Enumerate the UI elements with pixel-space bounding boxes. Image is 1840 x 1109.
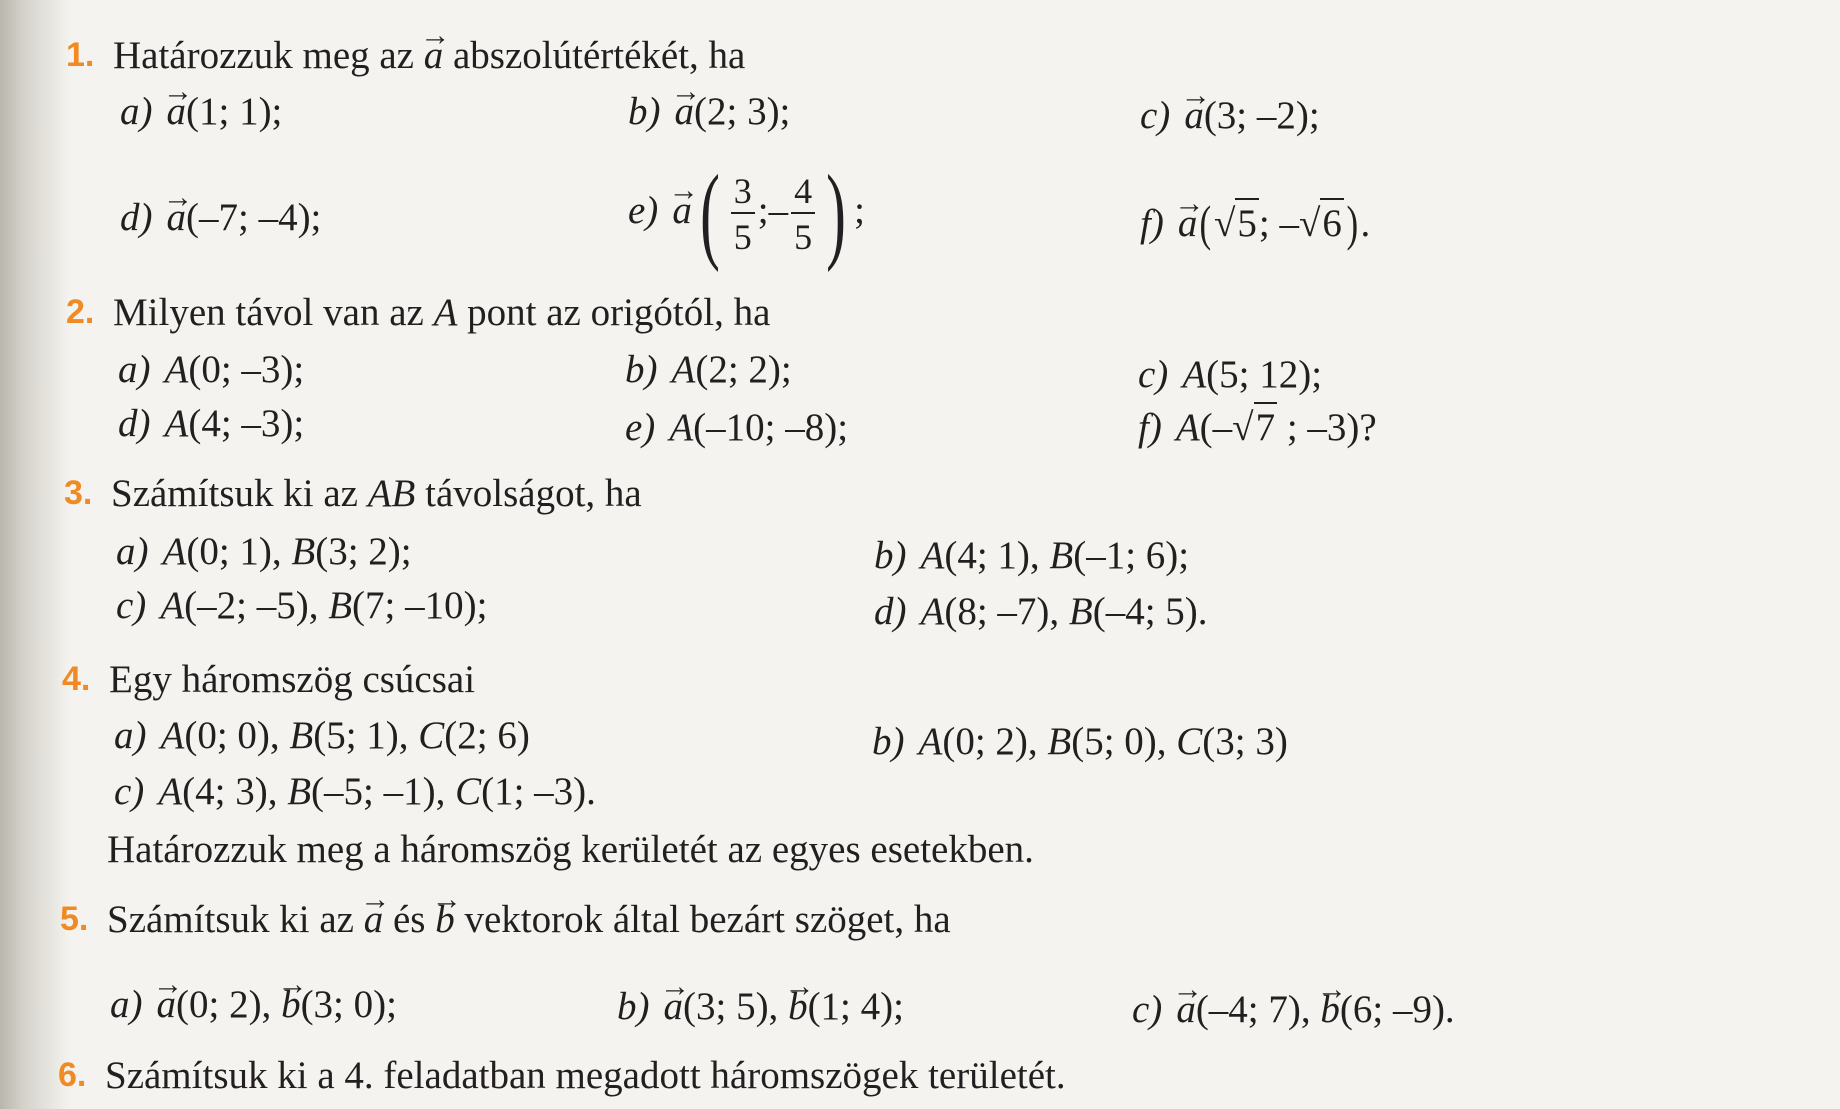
item-coords: (8; –7), (944, 590, 1069, 633)
item-coords: (4; 3), (182, 770, 288, 813)
vector-b: → b (281, 985, 301, 1024)
segment-variable: AB (367, 472, 416, 515)
problem-2-stem-text: Milyen távol van az (113, 291, 434, 334)
vector-a: → a (167, 92, 187, 131)
item-coords: (4; –3); (188, 402, 305, 445)
vector-b: → b (1320, 990, 1340, 1029)
problem-1-stem (113, 36, 745, 75)
point-name: C (418, 714, 445, 757)
fraction-numerator: 3 (731, 173, 755, 214)
radicand: 7 (1254, 402, 1278, 449)
sqrt-5: √5 (1214, 204, 1259, 243)
point-name: B (328, 584, 353, 627)
problem-1-item-e (628, 154, 865, 273)
point-name: B (287, 770, 312, 813)
point-name: B (1049, 534, 1074, 577)
vector-a: → a (675, 92, 695, 131)
item-coords: (2; 2); (695, 348, 792, 391)
item-label: a) (118, 348, 151, 391)
point-name: A (918, 720, 943, 763)
problem-2-item-b (625, 350, 792, 389)
item-coords: (3; 0); (300, 983, 397, 1026)
item-label: b) (625, 348, 658, 391)
vector-a: → a (1178, 204, 1198, 243)
problem-5-item-a (110, 985, 397, 1024)
problem-5-stem (107, 900, 951, 939)
problem-2-item-c (1138, 355, 1322, 394)
item-label: b) (628, 90, 661, 133)
item-coords: (7; –10); (352, 584, 488, 627)
point-name: A (920, 534, 945, 577)
point-name: A (162, 530, 187, 573)
item-coords: (3; –2); (1203, 94, 1320, 137)
problem-3-stem-text: Számítsuk ki az (111, 472, 368, 515)
item-coords: (1; 4); (807, 985, 904, 1028)
item-coords: (–5; –1), (311, 770, 456, 813)
problem-4-number: 4. (62, 660, 91, 698)
point-name: B (289, 714, 314, 757)
problem-1-item-d (120, 198, 321, 237)
problem-5-stem-and: és (383, 898, 436, 941)
problem-1-stem-text: Határozzuk meg az (113, 34, 424, 77)
radicand: 5 (1235, 198, 1259, 245)
item-coords: (0; 1), (186, 530, 292, 573)
item-coords-start: (– (1199, 406, 1233, 449)
vector-a: → a (1176, 990, 1196, 1029)
problem-1-number: 1. (66, 36, 95, 74)
problem-1-item-f (1140, 195, 1371, 251)
item-label: b) (874, 534, 907, 577)
item-label: e) (628, 188, 659, 232)
point-name: A (1175, 406, 1200, 449)
problem-1-stem-text-end: abszolútértékét, ha (443, 34, 746, 77)
item-separator: ; – (1258, 202, 1299, 245)
radicand: 6 (1320, 198, 1344, 245)
point-name: B (1047, 720, 1072, 763)
right-paren: ) (1346, 195, 1359, 251)
problem-5-stem-text-end: vektorok által bezárt szöget, ha (454, 898, 951, 941)
fraction-separator: ;– (757, 188, 789, 232)
item-coords: (–1; 6); (1073, 534, 1190, 577)
item-coords-end: ; –3)? (1277, 406, 1377, 449)
problem-2-stem-text-end: pont az origótól, ha (457, 291, 771, 334)
point-name: A (160, 714, 185, 757)
problem-5-stem-text: Számítsuk ki az (107, 898, 364, 941)
problem-2-item-f (1138, 408, 1377, 447)
fraction-numerator: 4 (791, 173, 815, 214)
item-coords: (5; 0), (1071, 720, 1177, 763)
sqrt-6: √6 (1299, 204, 1344, 243)
item-label: c) (114, 770, 145, 813)
problem-3-stem-text-end: távolságot, ha (415, 472, 642, 515)
item-label: c) (1132, 988, 1163, 1031)
vector-a: → a (157, 985, 177, 1024)
vector-a: → a (1184, 96, 1204, 135)
vector-a: → a (664, 987, 684, 1026)
problem-2-item-e (625, 408, 848, 447)
item-label: e) (625, 406, 656, 449)
problem-4-stem: Egy háromszög csúcsai (109, 658, 476, 701)
problem-2-item-a (118, 350, 304, 389)
point-name: B (291, 530, 316, 573)
problem-2-stem (113, 293, 770, 332)
item-coords: (1; 1); (186, 90, 283, 133)
item-coords: (3; 3) (1202, 720, 1288, 763)
item-coords: (3; 2); (315, 530, 412, 573)
problem-4-item-c (114, 772, 596, 811)
left-paren: ( (699, 154, 720, 273)
vector-a: → a (672, 191, 692, 230)
point-name: A (164, 402, 189, 445)
problem-3-number: 3. (64, 474, 93, 512)
item-coords: (6; –9). (1339, 988, 1455, 1031)
problem-1-item-a (120, 92, 282, 131)
right-paren: ) (826, 154, 847, 273)
item-label: f) (1140, 202, 1164, 245)
point-name: A (669, 406, 694, 449)
problem-5-item-b (617, 987, 904, 1026)
vector-a: → a (424, 36, 444, 75)
fraction-denominator: 5 (794, 217, 813, 257)
point-name: A (671, 348, 696, 391)
problem-3-item-a (116, 532, 412, 571)
point-name: A (160, 584, 185, 627)
item-coords: (–4; 7), (1195, 988, 1321, 1031)
item-coords: (2; 3); (694, 90, 791, 133)
item-end: ; (854, 188, 865, 232)
fraction-denominator: 5 (733, 217, 752, 257)
problem-6-number: 6. (58, 1056, 87, 1094)
problem-4-item-b (872, 722, 1288, 761)
point-name: A (158, 770, 183, 813)
problem-1-item-b (628, 92, 790, 131)
item-label: a) (114, 714, 147, 757)
item-label: a) (110, 983, 143, 1026)
sqrt-7: √7 (1232, 408, 1277, 447)
problem-5-item-c (1132, 990, 1455, 1029)
point-name: C (455, 770, 482, 813)
problem-3-item-d (874, 592, 1208, 631)
problem-2-item-d (118, 404, 304, 443)
item-label: b) (872, 720, 905, 763)
item-coords: (5; 1), (313, 714, 419, 757)
point-name: B (1068, 590, 1093, 633)
vector-b: → b (435, 900, 455, 939)
vector-b: → b (788, 987, 808, 1026)
problem-4-footer: Határozzuk meg a háromszög kerületét az egyes esetekben. (107, 828, 1034, 871)
item-label: d) (874, 590, 907, 633)
item-label: d) (120, 196, 153, 239)
item-coords: (5; 12); (1206, 353, 1323, 396)
item-coords: (–10; –8); (693, 406, 849, 449)
item-end: . (1360, 202, 1371, 245)
point-variable: A (433, 291, 458, 334)
fraction-2 (791, 173, 815, 255)
problem-5-number: 5. (60, 900, 89, 938)
item-coords: (3; 5), (683, 985, 789, 1028)
problem-3-item-b (874, 536, 1189, 575)
item-coords: (2; 6) (444, 714, 530, 757)
vector-a: → a (167, 198, 187, 237)
problem-3-item-c (116, 586, 487, 625)
fraction-1 (731, 173, 755, 255)
point-name: A (920, 590, 945, 633)
item-coords: (1; –3). (481, 770, 596, 813)
left-paren: ( (1199, 195, 1212, 251)
item-label: a) (116, 530, 149, 573)
problem-1-item-c (1140, 96, 1320, 135)
item-label: d) (118, 402, 151, 445)
item-label: a) (120, 90, 153, 133)
item-label: c) (1138, 353, 1169, 396)
item-label: c) (1140, 94, 1171, 137)
item-coords: (0; 2), (942, 720, 1048, 763)
point-name: A (1182, 353, 1207, 396)
problem-2-number: 2. (66, 293, 95, 331)
item-label: f) (1138, 406, 1162, 449)
point-name: A (164, 348, 189, 391)
item-coords: (0; –3); (188, 348, 305, 391)
item-coords: (0; 2), (176, 983, 282, 1026)
item-coords: (4; 1), (944, 534, 1050, 577)
item-label: b) (617, 985, 650, 1028)
item-label: c) (116, 584, 147, 627)
item-coords: (0; 0), (184, 714, 290, 757)
problem-3-stem (111, 474, 642, 513)
vector-a: → a (364, 900, 384, 939)
item-coords: (–7; –4); (186, 196, 322, 239)
problem-6-stem: Számítsuk ki a 4. feladatban megadott háromszögek területét. (105, 1054, 1066, 1097)
problem-4-item-a (114, 716, 530, 755)
item-coords: (–2; –5), (184, 584, 329, 627)
point-name: C (1176, 720, 1203, 763)
item-coords: (–4; 5). (1092, 590, 1208, 633)
